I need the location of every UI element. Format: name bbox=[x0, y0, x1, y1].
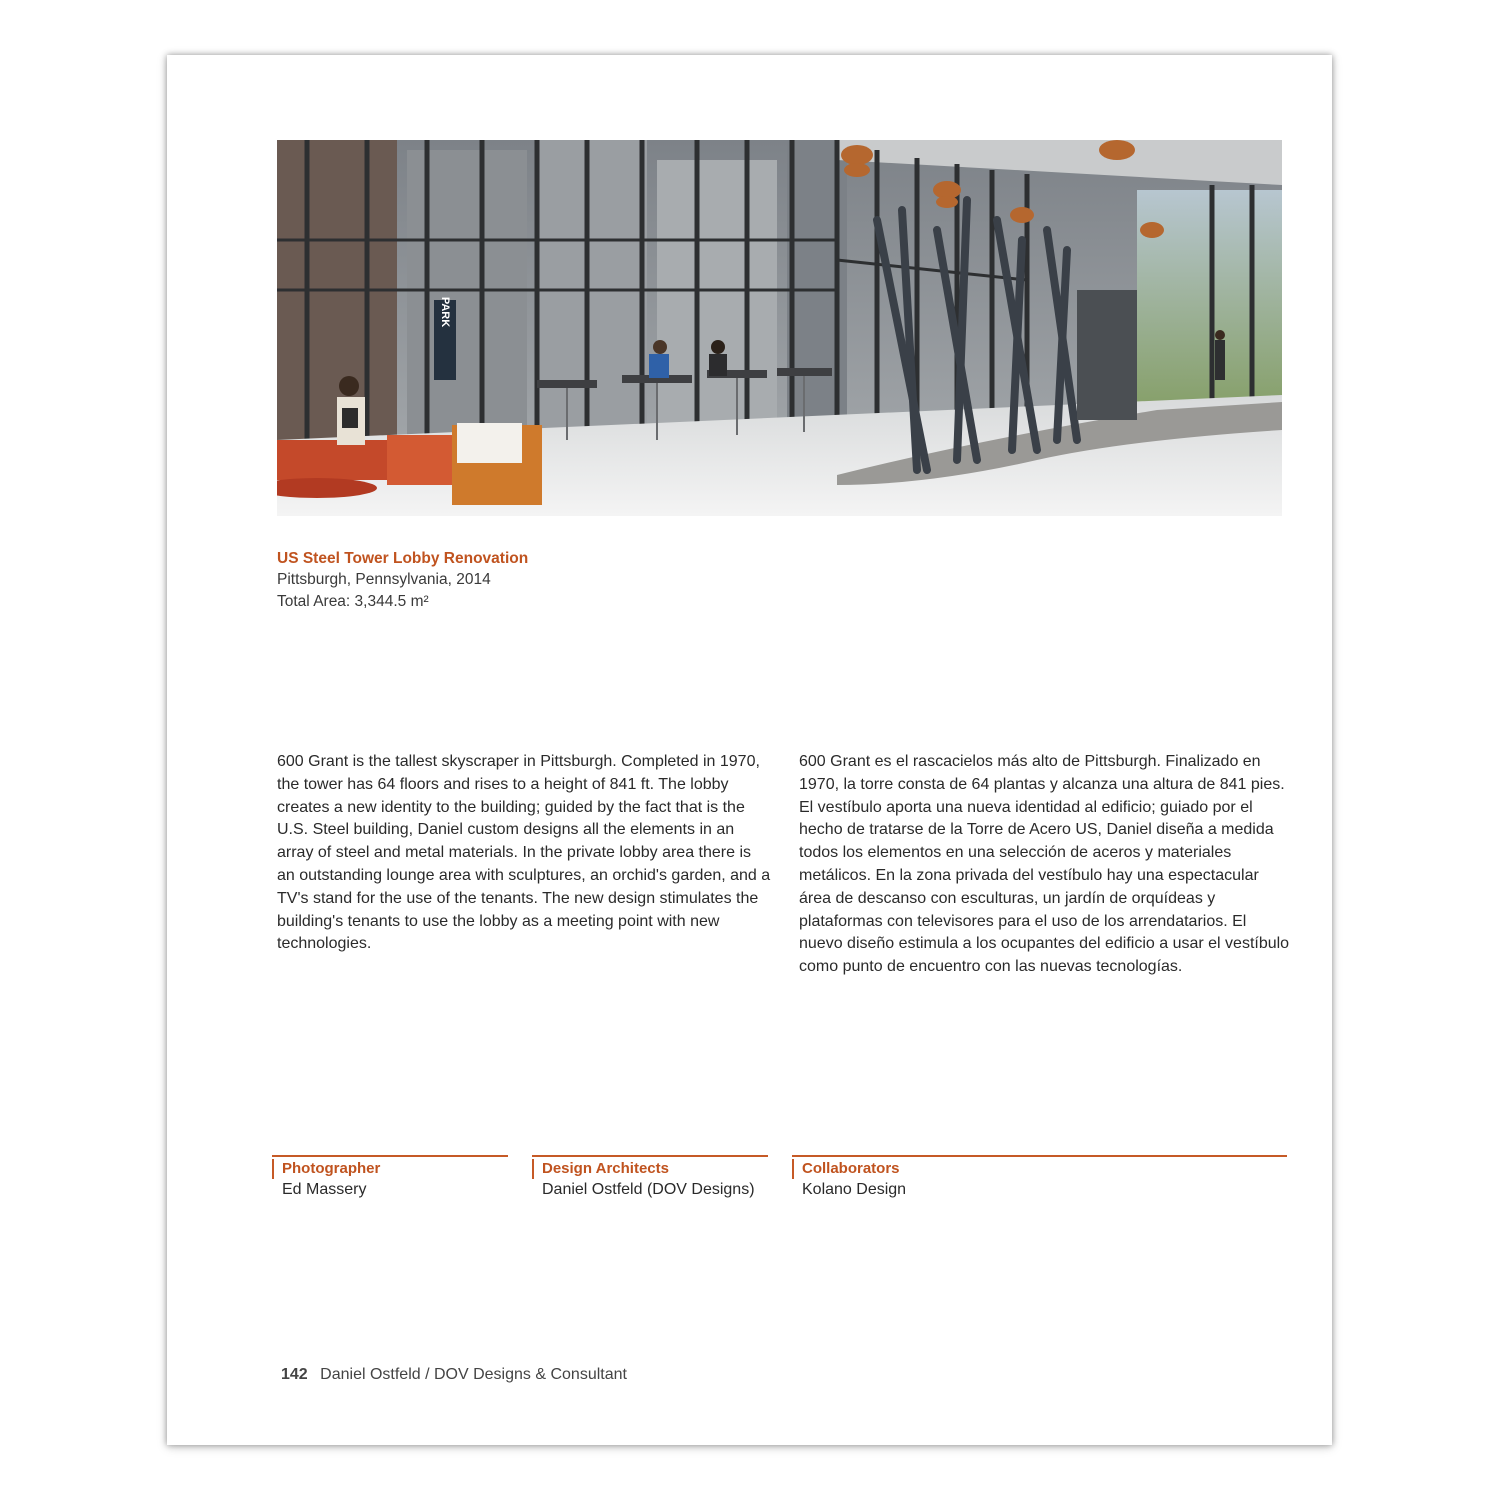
credit-architects bbox=[532, 1155, 768, 1201]
page-number: 142 bbox=[281, 1366, 308, 1383]
book-page bbox=[167, 55, 1332, 1445]
running-title: Daniel Ostfeld / DOV Designs & Consultant bbox=[320, 1366, 627, 1383]
credit-architects-label: Design Architects bbox=[532, 1159, 768, 1179]
project-area: Total Area: 3,344.5 m² bbox=[277, 593, 429, 610]
credit-rule bbox=[792, 1155, 1287, 1157]
credit-rule bbox=[532, 1155, 768, 1157]
body-text-spanish: 600 Grant es el rascacielos más alto de Pittsburgh. Finalizado en 1970, la torre consta de 64 plantas y alcanza una altura de 841 pies. El vestíbulo aporta una nueva identidad al edificio; guiado por el hecho de tratarse de la Torre de Acero US, Daniel diseña a medida todos los elementos en una selección de aceros y materiales metálicos. En la zona privada del vestíbulo hay una espectacular área de descanso con esculturas, un jardín de orquídeas y plataformas con televisores para el uso de los arrendatarios. El nuevo diseño estimula a los ocupantes del edificio a usar el vestíbulo como punto de encuentro con las nuevas tecnologías. bbox=[799, 753, 1290, 976]
credit-photographer-value: Ed Massery bbox=[282, 1181, 367, 1198]
park-sign-text: PARK bbox=[439, 296, 451, 328]
credit-photographer-label: Photographer bbox=[272, 1159, 508, 1179]
credit-photographer bbox=[272, 1155, 508, 1201]
credit-architects-value: Daniel Ostfeld (DOV Designs) bbox=[542, 1181, 755, 1198]
credit-rule bbox=[272, 1155, 508, 1157]
project-caption bbox=[277, 548, 528, 613]
credit-collaborators-value: Kolano Design bbox=[802, 1181, 907, 1198]
credit-collaborators-label: Collaborators bbox=[792, 1159, 1287, 1179]
lobby-photo bbox=[277, 140, 1282, 516]
body-text-english: 600 Grant is the tallest skyscraper in Pittsburgh. Completed in 1970, the tower has 64 floors and rises to a height of 841 ft. The lobby creates a new identity to the building; guided by the fact that is the U.S. Steel building, Daniel custom designs all the elements in an array of steel and metal materials. In the private lobby area there is an outstanding lounge area with sculptures, an orchid's garden, and a TV's stand for the use of the tenants. The new design stimulates the building's tenants to use the lobby as a meeting point with new technologies. bbox=[277, 753, 771, 953]
page-footer bbox=[281, 1366, 627, 1384]
lobby-photo-illustration bbox=[277, 140, 1282, 516]
project-title: US Steel Tower Lobby Renovation bbox=[277, 550, 529, 567]
project-location: Pittsburgh, Pennsylvania, 2014 bbox=[277, 571, 491, 588]
credit-collaborators bbox=[792, 1155, 1287, 1201]
